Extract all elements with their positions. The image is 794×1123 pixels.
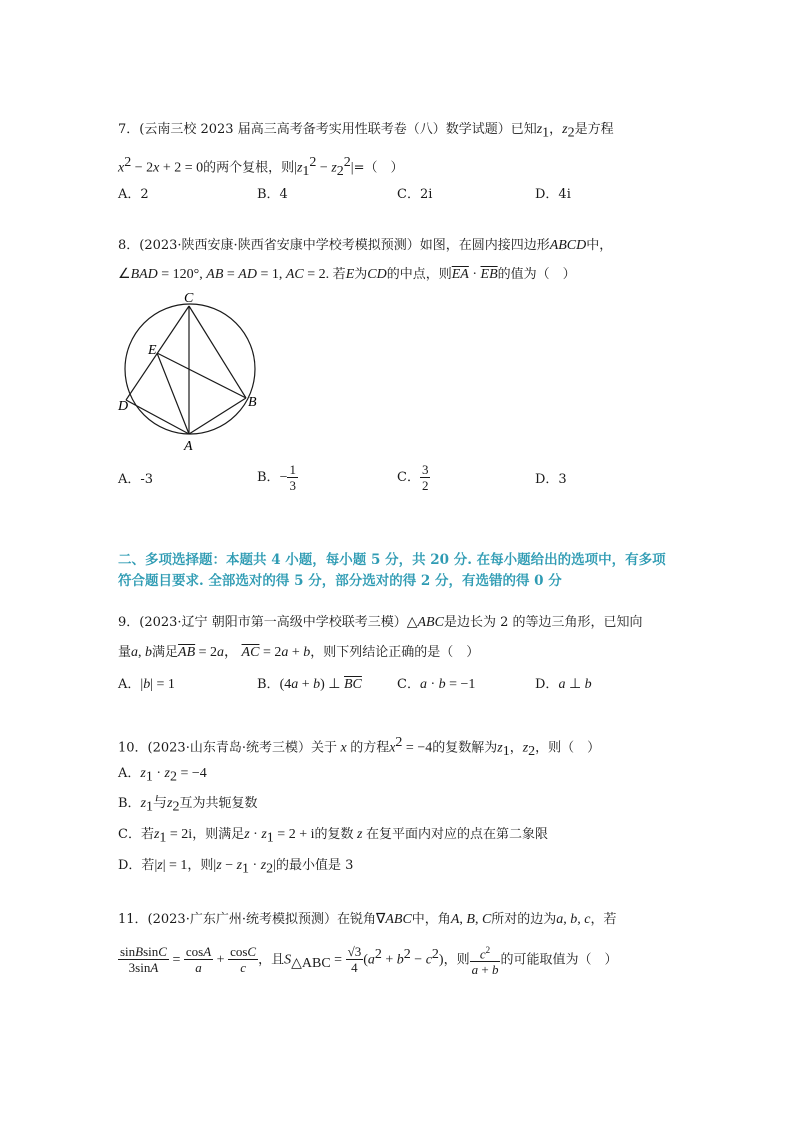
- q10-stem: 10．(2023·山东青岛·统考三模）关于 x 的方程$x^2 = -4$的复数解为$z_1$，$z_2$，则（ ）: [118, 735, 601, 759]
- q7-option-b[interactable]: B．4: [257, 187, 288, 202]
- section-2-heading: 二、多项选择题：本题共 4 小题，每小题 5 分，共 20 分. 在每小题给出的选项中，有多项符合题目要求. 全部选对的得 5 分，部分选对的得 2 分，有选错的得 0 分: [118, 552, 666, 589]
- q8-option-a[interactable]: A．-3: [118, 472, 154, 487]
- label-e: E: [148, 343, 157, 358]
- label-b: B: [248, 395, 257, 410]
- q10-option-a[interactable]: A．$z_1 \cdot z_2 = -4$: [118, 766, 207, 785]
- q10-option-c[interactable]: C．若$z_1 = 2i$，则满足$z \cdot z_1 = 2 + i$的复数 z 在复平面内对应的点在第二象限: [118, 827, 548, 846]
- label-c: C: [184, 291, 194, 306]
- q11-stem-line2: $\frac{\text{sinBsinC}}{3\sin A}$ = $\frac{\cos A}{a}$ + $\frac{\cos C}{c}$ ，且$S_{\triangle ABC}$ = $\frac{√3}{4}$ $(a^2 + b^2 - c^2)$，则 $\frac{c^2}{a + b}$ 的可能取值为（ ）: [120, 944, 618, 977]
- q7-option-a[interactable]: A．2: [118, 187, 149, 202]
- q8-option-c[interactable]: C． $\frac{3}{2}$: [397, 462, 429, 493]
- q9-stem-line1: 9．(2023·辽宁 朝阳市第一高级中学校联考三模）△ABC是边长为 2 的等边三角形，已知向: [118, 615, 643, 630]
- q8-stem-line2: ∠BAD = 120°, AB = AD = 1, AC = 2. 若E为CD的中点，则$\overline{EA} \cdot \overline{EB}$的值为（ ）: [118, 267, 576, 282]
- q9-option-a[interactable]: A．|b| = 1: [118, 677, 175, 692]
- q9-option-c[interactable]: C．a · b = −1: [397, 677, 476, 692]
- q7-stem-line2: $x^2 - 2x + 2 = 0$的两个复根，则$|z_1^2 - z_2^2|=$（ ）: [118, 155, 404, 179]
- q9-stem-line2: 量a, b满足$\overline{AB} = 2a$， $\overline{AC} = 2a + b$，则下列结论正确的是（ ）: [118, 645, 480, 660]
- q11-stem-line1: 11．(2023·广东广州·统考模拟预测）在锐角∇ABC中，角A, B, C所对的边为a, b, c，若: [118, 912, 617, 927]
- q9-option-b[interactable]: B．(4a + b) ⊥ $\overline{BC}$: [257, 677, 362, 692]
- q8-stem-line1: 8．(2023·陕西安康·陕西省安康中学校考模拟预测）如图，在圆内接四边形ABCD中，: [118, 238, 613, 253]
- circumcircle: [125, 304, 255, 434]
- q8-circle-figure: [110, 288, 270, 458]
- q7-stem-line1: 7．(云南三校 2023 届高三高考备考实用性联考卷（八）数学试题）已知$z_1$，$z_2$是方程: [118, 122, 614, 141]
- q7-option-c[interactable]: C．2i: [397, 187, 433, 202]
- q9-option-d[interactable]: D．a ⊥ b: [535, 677, 592, 692]
- label-d: D: [118, 399, 129, 414]
- q7-option-d[interactable]: D．4i: [535, 187, 571, 202]
- q10-option-d[interactable]: D．若|z| = 1，则$|z - z_1 \cdot z_2|$的最小值是 3: [118, 858, 354, 877]
- label-a: A: [184, 439, 193, 454]
- q8-option-d[interactable]: D．3: [535, 472, 567, 487]
- q8-option-b[interactable]: B．− $\frac{1}{3}$: [257, 462, 296, 493]
- q10-option-b[interactable]: B．$z_1$与$z_2$互为共轭复数: [118, 796, 258, 815]
